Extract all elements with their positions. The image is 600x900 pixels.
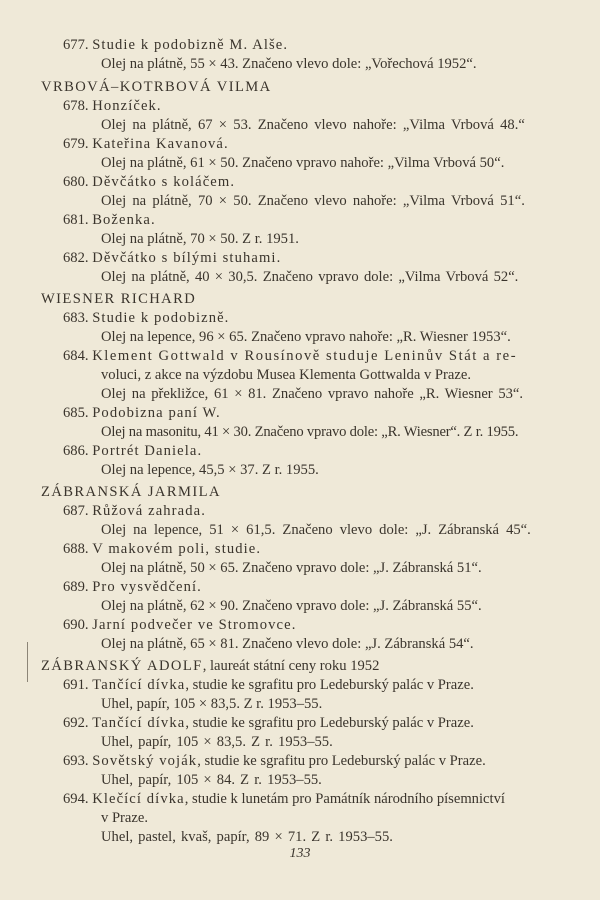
entry-681-detail: Olej na plátně, 70 × 50. Z r. 1951. [101, 231, 299, 247]
entry-689-detail: Olej na plátně, 62 × 90. Značeno vpravo dole: „J. Zábranská 55“. [101, 598, 482, 614]
entry-number: 689. [63, 579, 89, 595]
entry-number: 694. [63, 791, 89, 807]
entry-title-rest: , studie k lunetám pro Památník národního písemnictví [184, 791, 505, 807]
entry-683-title [63, 309, 229, 327]
entry-title: Boženka. [92, 212, 156, 228]
entry-684-title-cont: voluci, z akce na výzdobu Musea Klementa Gottwalda v Praze. [101, 367, 471, 383]
entry-title: Růžová zahrada. [92, 503, 206, 519]
entry-690-detail: Olej na plátně, 65 × 81. Značeno vlevo dole: „J. Zábranská 54“. [101, 636, 474, 652]
entry-title: Děvčátko s bílými stuhami. [92, 250, 282, 266]
entry-number: 683. [63, 310, 89, 326]
entry-number: 691. [63, 677, 89, 693]
entry-number: 688. [63, 541, 89, 557]
entry-title-rest: , studie ke sgrafitu pro Ledeburský palác v Praze. [185, 677, 474, 693]
entry-title: Kateřina Kavanová. [92, 136, 229, 152]
entry-680-title [63, 173, 235, 191]
entry-693-detail: Uhel, papír, 105 × 84. Z r. 1953–55. [101, 772, 322, 788]
entry-number: 685. [63, 405, 89, 421]
entry-title: Děvčátko s koláčem. [92, 174, 236, 190]
page-number: 133 [289, 846, 311, 861]
entry-title: Sovětský voják [92, 753, 198, 769]
entry-number: 679. [63, 136, 89, 152]
entry-title-rest: , studie ke sgrafitu pro Ledeburský palác v Praze. [197, 753, 486, 769]
entry-690-title [63, 616, 296, 634]
entry-679-title [63, 135, 229, 153]
margin-mark-line [27, 642, 28, 682]
entry-number: 686. [63, 443, 89, 459]
entry-679-detail: Olej na plátně, 61 × 50. Značeno vpravo nahoře: „Vilma Vrbová 50“. [101, 155, 505, 171]
entry-691-detail: Uhel, papír, 105 × 83,5. Z r. 1953–55. [101, 696, 323, 712]
entry-685-detail: Olej na masonitu, 41 × 30. Značeno vpravo dole: „R. Wiesner“. Z r. 1955. [101, 424, 519, 440]
entry-title: Studie k podobizně. [92, 310, 230, 326]
entry-title: Klečící dívka [92, 791, 185, 807]
entry-678-title [63, 97, 162, 115]
entry-686-title [63, 442, 202, 460]
entry-number: 680. [63, 174, 89, 190]
entry-number: 677. [63, 37, 89, 53]
entry-title: Tančící dívka [92, 677, 186, 693]
entry-692-detail: Uhel, papír, 105 × 83,5. Z r. 1953–55. [101, 734, 333, 750]
entry-687-title [63, 502, 206, 520]
entry-title-rest: , studie ke sgrafitu pro Ledeburský palác v Praze. [185, 715, 474, 731]
artist-heading-vrbova: VRBOVÁ–KOTRBOVÁ VILMA [41, 79, 272, 95]
entry-680-detail: Olej na plátně, 70 × 50. Značeno vlevo nahoře: „Vilma Vrbová 51“. [101, 193, 525, 209]
entry-title: V makovém poli, studie. [92, 541, 262, 557]
entry-694-title [63, 790, 505, 808]
entry-684-detail: Olej na překližce, 61 × 81. Značeno vpravo nahoře „R. Wiesner 53“. [101, 386, 524, 402]
entry-691-title [63, 676, 474, 694]
entry-682-title [63, 249, 281, 267]
entry-title: Pro vysvědčení. [92, 579, 202, 595]
entry-number: 687. [63, 503, 89, 519]
entry-686-detail: Olej na lepence, 45,5 × 37. Z r. 1955. [101, 462, 319, 478]
entry-number: 692. [63, 715, 89, 731]
entry-678-detail: Olej na plátně, 67 × 53. Značeno vlevo nahoře: „Vilma Vrbová 48.“ [101, 117, 525, 133]
entry-title: Podobizna paní W. [92, 405, 221, 421]
entry-688-title [63, 540, 261, 558]
entry-title: Studie k podobizně M. Alše. [92, 37, 289, 53]
entry-684-title [63, 347, 517, 365]
artist-note: , laureát státní ceny roku 1952 [202, 658, 380, 674]
entry-692-title [63, 714, 474, 732]
entry-title: Klement Gottwald v Rousínově studuje Leninův Stát a re- [92, 348, 518, 364]
artist-name: ZÁBRANSKÝ ADOLF [41, 658, 203, 674]
entry-title: Honzíček. [92, 98, 162, 114]
entry-title: Jarní podvečer ve Stromovce. [92, 617, 297, 633]
entry-677-title [63, 36, 288, 54]
entry-688-detail: Olej na plátně, 50 × 65. Značeno vpravo dole: „J. Zábranská 51“. [101, 560, 482, 576]
entry-687-detail: Olej na lepence, 51 × 61,5. Značeno vlevo dole: „J. Zábranská 45“. [101, 522, 531, 538]
artist-heading-zabransky [41, 657, 379, 675]
entry-number: 690. [63, 617, 89, 633]
entry-694-detail: Uhel, pastel, kvaš, papír, 89 × 71. Z r. 1953–55. [101, 829, 393, 845]
entry-title: Portrét Daniela. [92, 443, 203, 459]
artist-heading-zabranska: ZÁBRANSKÁ JARMILA [41, 484, 221, 500]
entry-number: 693. [63, 753, 89, 769]
entry-693-title [63, 752, 486, 770]
entry-682-detail: Olej na plátně, 40 × 30,5. Značeno vpravo dole: „Vilma Vrbová 52“. [101, 269, 519, 285]
entry-694-title-cont: v Praze. [101, 810, 149, 826]
entry-683-detail: Olej na lepence, 96 × 65. Značeno vpravo nahoře: „R. Wiesner 1953“. [101, 329, 511, 345]
entry-title: Tančící dívka [92, 715, 186, 731]
entry-number: 682. [63, 250, 89, 266]
entry-689-title [63, 578, 202, 596]
entry-681-title [63, 211, 156, 229]
entry-685-title [63, 404, 221, 422]
artist-heading-wiesner: WIESNER RICHARD [41, 291, 197, 307]
entry-number: 681. [63, 212, 89, 228]
entry-number: 678. [63, 98, 89, 114]
entry-677-detail: Olej na plátně, 55 × 43. Značeno vlevo dole: „Vořechová 1952“. [101, 56, 477, 72]
entry-number: 684. [63, 348, 89, 364]
